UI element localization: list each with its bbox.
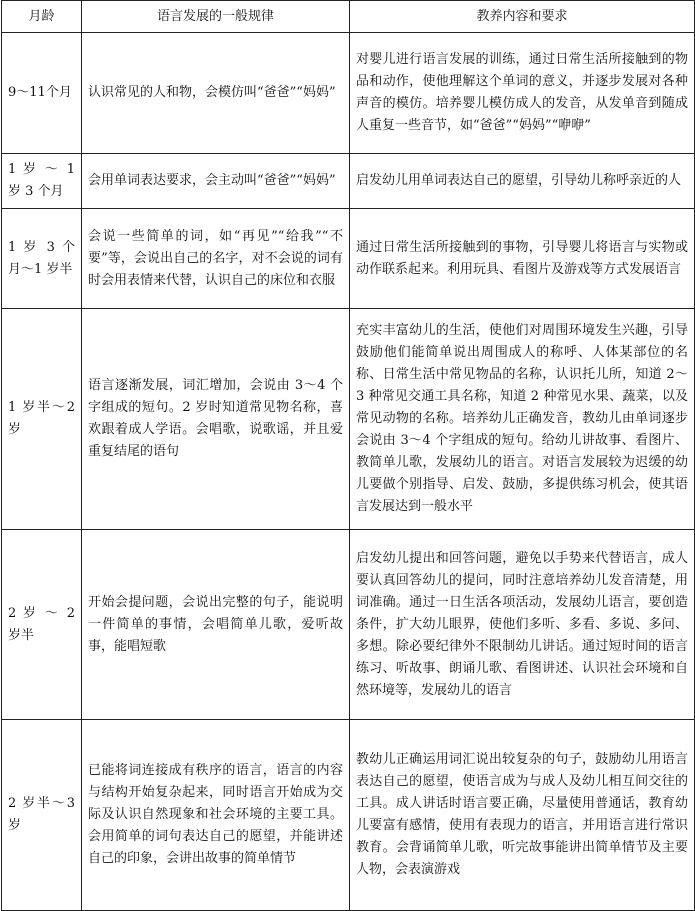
table-row (2, 720, 695, 911)
guidance-cell: 充实丰富幼儿的生活，使他们对周围环境发生兴趣，引导鼓励他们能简单说出周围成人的称呼、人体某部位的名称、日常生活中常见物品的名称，认识托儿所，知道 2～3 种常见交通工具名称，知道 2 种常见水果、蔬菜，以及常见动物的名称。培养幼儿正确发音，教幼儿由单词逐步会说由 3～4 个字组成的短句。给幼儿讲故事、看图片、教简单儿歌，发展幼儿的语言。对语言发展较为迟缓的幼儿要做个别指导、启发、鼓励，多提供练习机会，使其语言发展达到一般水平 (350, 309, 695, 530)
age-cell: 2 岁 ～ 2 岁半 (2, 530, 82, 720)
guidance-cell: 启发幼儿提出和回答问题，避免以手势来代替语言，成人要认真回答幼儿的提问，同时注意培养幼儿发音清楚，用词准确。通过一日生活各项活动，发展幼儿语言，要创造条件，扩大幼儿眼界，使他们多听、多看、多说、多问、多想。除必要纪律外不限制幼儿讲话。通过短时间的语言练习、听故事、朗诵儿歌、看图讲述、认识社会环境和自然环境等，发展幼儿的语言 (350, 530, 695, 720)
guidance-cell: 对婴儿进行语言发展的训练，通过日常生活所接触到的物品和动作，使他理解这个单词的意义，并逐步发展对各种声音的模仿。培养婴儿模仿成人的发音，从发单音到随成人重复一些音节，如“爸爸”“妈妈”“咿咿” (350, 33, 695, 154)
table-row (2, 154, 695, 209)
language-development-table (1, 0, 695, 911)
pattern-cell: 已能将词连接成有秩序的语言，语言的内容与结构开始复杂起来，同时语言开始成为交际及认识自然现象和社会环境的主要工具。会用简单的词句表达自己的愿望，并能讲述自己的印象，会讲出故事的简单情节 (82, 720, 350, 911)
age-cell: 1 岁半～2 岁 (2, 309, 82, 530)
guidance-cell: 通过日常生活所接触到的事物，引导婴儿将语言与实物或动作联系起来。利用玩具、看图片及游戏等方式发展语言 (350, 209, 695, 309)
header-guidance: 教养内容和要求 (350, 1, 695, 33)
pattern-cell: 开始会提问题，会说出完整的句子，能说明一件简单的事情，会唱简单儿歌，爱听故事，能唱短歌 (82, 530, 350, 720)
guidance-cell: 启发幼儿用单词表达自己的愿望，引导幼儿称呼亲近的人 (350, 154, 695, 209)
age-cell: 1 岁 ～ 1 岁 3 个月 (2, 154, 82, 209)
pattern-cell: 语言逐渐发展，词汇增加，会说由 3～4 个字组成的短句。2 岁时知道常见物名称，喜欢跟着成人学语。会唱歌，说歌谣，并且爱重复结尾的语句 (82, 309, 350, 530)
pattern-cell: 会说一些简单的词，如“再见”“给我”“不要”等，会说出自己的名字，对不会说的词有时会用表情来代替，认识自己的床位和衣服 (82, 209, 350, 309)
table-row (2, 309, 695, 530)
pattern-cell: 认识常见的人和物，会模仿叫“爸爸”“妈妈” (82, 33, 350, 154)
header-age: 月龄 (2, 1, 82, 33)
age-cell: 1 岁 3 个月～1 岁半 (2, 209, 82, 309)
guidance-cell: 教幼儿正确运用词汇说出较复杂的句子，鼓励幼儿用语言表达自己的愿望，使语言成为与成人及幼儿相互间交往的工具。成人讲话时语言要正确，尽量使用普通话，教育幼儿要富有感情，使用有表现力的语言，并用语言进行常识教育。会背诵简单儿歌，听完故事能讲出简单情节及主要人物，会表演游戏 (350, 720, 695, 911)
table-row (2, 209, 695, 309)
header-pattern: 语言发展的一般规律 (82, 1, 350, 33)
age-cell: 2 岁半～3 岁 (2, 720, 82, 911)
pattern-cell: 会用单词表达要求，会主动叫“爸爸”“妈妈” (82, 154, 350, 209)
table-row (2, 530, 695, 720)
header-row (2, 1, 695, 33)
age-cell: 9～11个月 (2, 33, 82, 154)
table-row (2, 33, 695, 154)
